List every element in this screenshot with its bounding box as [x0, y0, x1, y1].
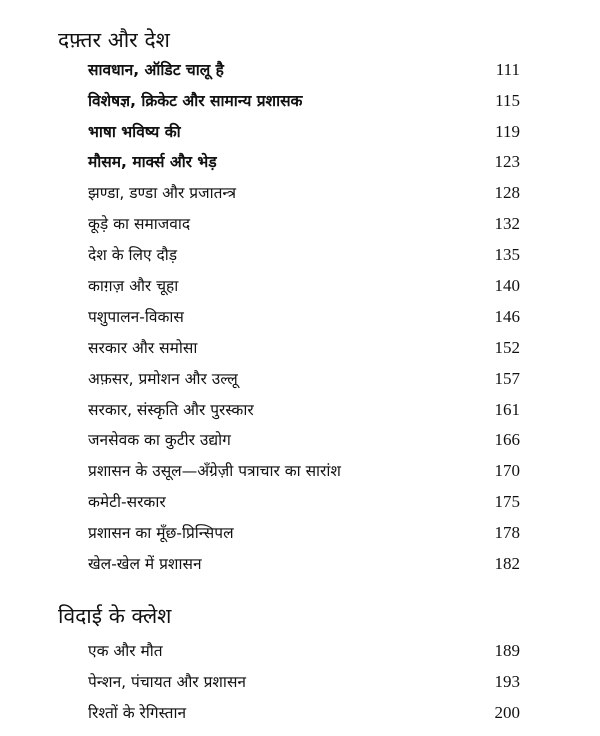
- entry-title: खेल-खेल में प्रशासन: [88, 555, 202, 573]
- entry-page-number: 200: [494, 703, 520, 722]
- toc-entry: [88, 667, 520, 697]
- toc-entry: [88, 395, 520, 425]
- entry-title: काग़ज़ और चूहा: [88, 277, 179, 295]
- entry-page-number: 189: [494, 641, 520, 660]
- toc-entry: [88, 178, 520, 208]
- entry-title: भाषा भविष्य की: [88, 123, 181, 141]
- entry-page-number: 132: [494, 214, 520, 233]
- entry-title: रिश्तों के रेगिस्तान: [88, 704, 187, 722]
- toc-entry: [88, 271, 520, 301]
- toc-entry: [88, 425, 520, 455]
- toc-entry: [88, 636, 520, 666]
- entry-page-number: 175: [494, 492, 520, 511]
- toc-entry: [88, 240, 520, 270]
- section-heading: विदाई के क्लेश: [58, 604, 172, 628]
- entry-title: प्रशासन का मूँछ-प्रिन्सिपल: [88, 524, 234, 542]
- entry-page-number: 170: [494, 461, 520, 480]
- entry-title: पशुपालन-विकास: [88, 308, 184, 326]
- entry-page-number: 178: [494, 523, 520, 542]
- entry-title: कमेटी-सरकार: [88, 493, 166, 511]
- toc-entry: [88, 364, 520, 394]
- entry-page-number: 152: [494, 338, 520, 357]
- entry-page-number: 135: [494, 245, 520, 264]
- entry-title: सरकार और समोसा: [88, 339, 198, 357]
- entry-page-number: 161: [494, 400, 520, 419]
- entry-title: विशेषज्ञ, क्रिकेट और सामान्य प्रशासक: [88, 92, 303, 110]
- toc-entry: [88, 209, 520, 239]
- entry-page-number: 193: [494, 672, 520, 691]
- toc-entry: [88, 487, 520, 517]
- entry-title: पेन्शन, पंचायत और प्रशासन: [88, 673, 247, 691]
- entry-title: मौसम, मार्क्स और भेड़: [88, 153, 217, 171]
- entry-title: जनसेवक का कुटीर उद्योग: [88, 431, 231, 449]
- entry-title: एक और मौत: [88, 642, 163, 660]
- entry-page-number: 111: [495, 60, 520, 79]
- toc-entry: [88, 86, 520, 116]
- entry-page-number: 140: [494, 276, 520, 295]
- toc-entry: [88, 698, 520, 728]
- entry-page-number: 146: [494, 307, 520, 326]
- entry-title: सरकार, संस्कृति और पुरस्कार: [88, 401, 254, 419]
- toc-entry: [88, 55, 520, 85]
- entry-title: सावधान, ऑडिट चालू है: [88, 61, 224, 79]
- entry-page-number: 157: [494, 369, 520, 388]
- entry-title: अफ़सर, प्रमोशन और उल्लू: [88, 370, 238, 388]
- entry-page-number: 123: [494, 152, 520, 171]
- toc-entry: [88, 147, 520, 177]
- entry-page-number: 166: [494, 430, 520, 449]
- section-heading: दफ़्तर और देश: [58, 28, 170, 52]
- toc-entry: [88, 549, 520, 579]
- entry-page-number: 128: [494, 183, 520, 202]
- entry-page-number: 119: [495, 122, 520, 141]
- toc-entry: [88, 518, 520, 548]
- entry-title: प्रशासन के उसूल—अँग्रेज़ी पत्राचार का सारांश: [88, 462, 341, 480]
- entry-title: झण्डा, डण्डा और प्रजातन्त्र: [88, 184, 237, 202]
- entry-page-number: 115: [495, 91, 520, 110]
- entry-title: कूड़े का समाजवाद: [88, 215, 191, 233]
- toc-entry: [88, 117, 520, 147]
- toc-entry: [88, 456, 520, 486]
- entry-page-number: 182: [494, 554, 520, 573]
- toc-entry: [88, 302, 520, 332]
- toc-entry: [88, 333, 520, 363]
- entry-title: देश के लिए दौड़: [88, 246, 178, 264]
